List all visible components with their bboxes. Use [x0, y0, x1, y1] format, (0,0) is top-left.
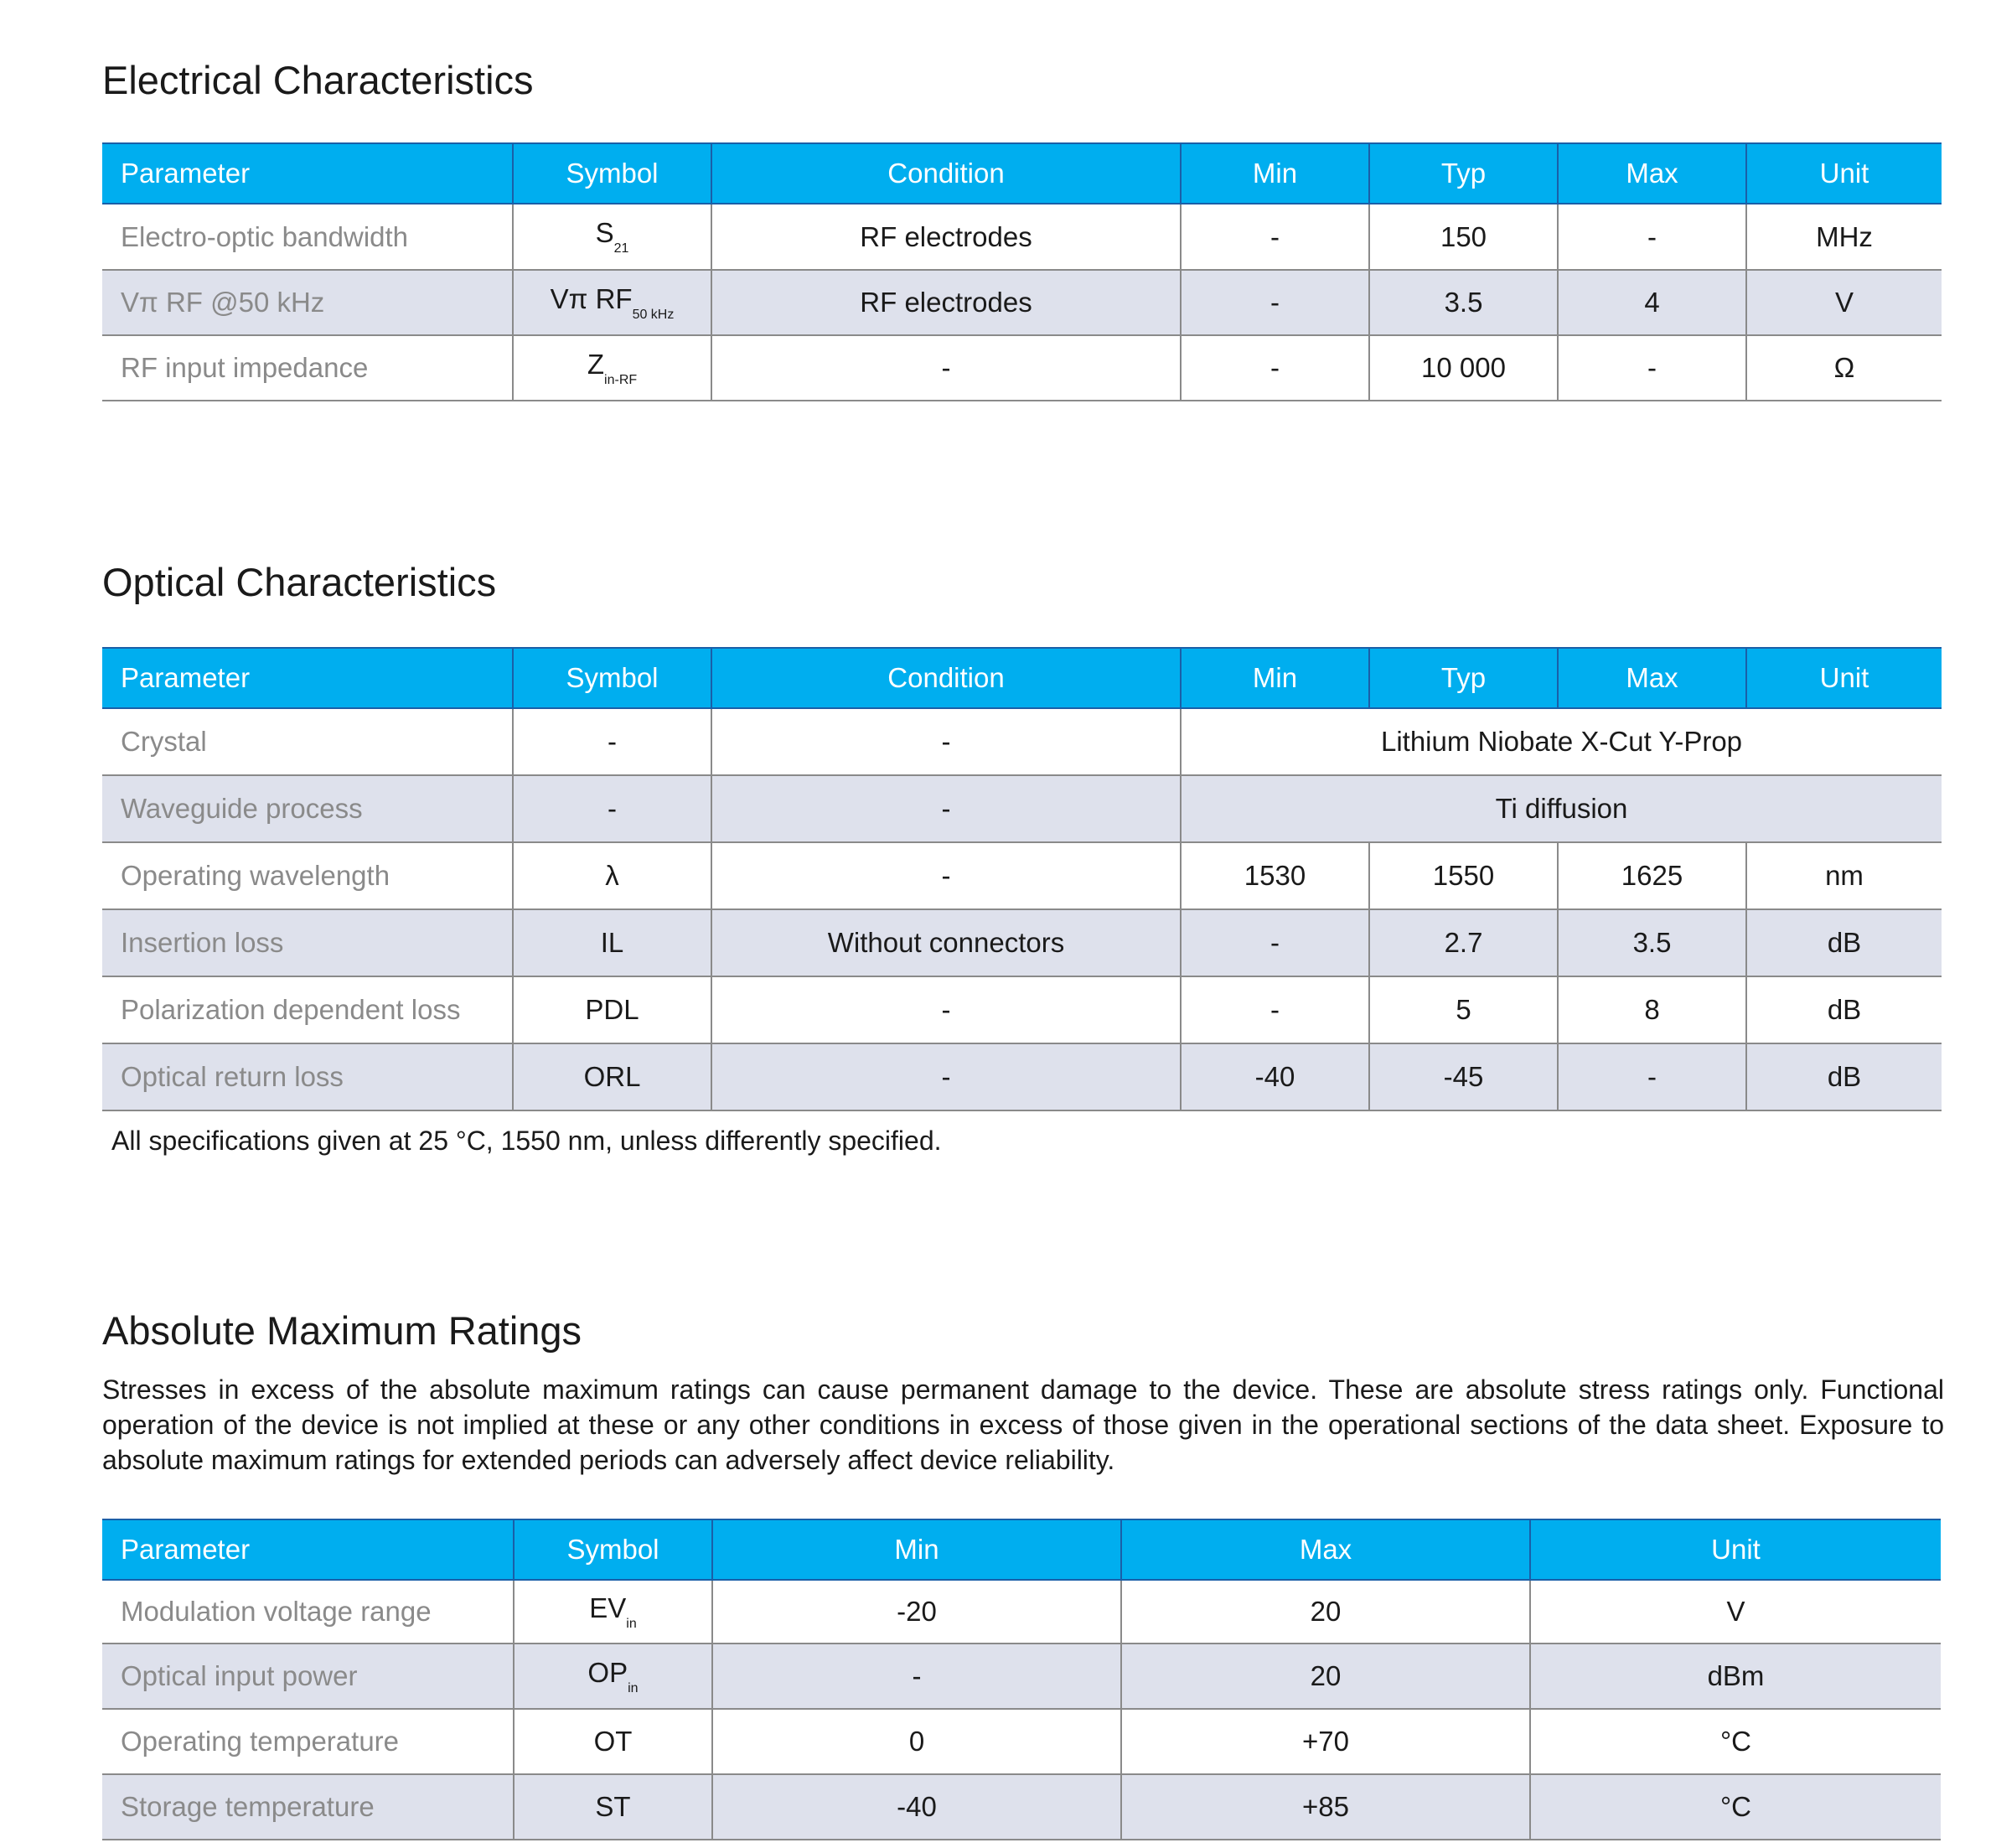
max-cell: 20 [1121, 1644, 1530, 1709]
param-cell: Electro-optic bandwidth [102, 204, 513, 270]
table-row [102, 270, 1942, 335]
condition-cell: - [711, 1043, 1181, 1110]
condition-cell: - [711, 708, 1181, 775]
table-row [102, 1774, 1941, 1840]
param-cell: Operating wavelength [102, 842, 513, 909]
header-typ: Typ [1369, 143, 1558, 204]
symbol-cell: $EV_{in}$ [514, 1580, 712, 1644]
header-max: Max [1558, 648, 1746, 708]
unit-cell: °C [1530, 1709, 1941, 1774]
header-min: Min [712, 1519, 1121, 1580]
min-cell: - [1181, 270, 1369, 335]
param-cell: Vπ RF @50 kHz [102, 270, 513, 335]
max-cell: 4 [1558, 270, 1746, 335]
symbol-cell: PDL [513, 976, 711, 1043]
min-cell: -40 [712, 1774, 1121, 1840]
max-cell: - [1558, 204, 1746, 270]
symbol-cell: IL [513, 909, 711, 976]
condition-cell: RF electrodes [711, 204, 1181, 270]
header-symbol: Symbol [513, 143, 711, 204]
header-max: Max [1558, 143, 1746, 204]
typ-cell: 5 [1369, 976, 1558, 1043]
merged-value-cell: Ti diffusion [1181, 775, 1942, 842]
min-cell: - [712, 1644, 1121, 1709]
max-cell: +70 [1121, 1709, 1530, 1774]
symbol-cell: $S_{21}$ [513, 204, 711, 270]
param-cell: Polarization dependent loss [102, 976, 513, 1043]
unit-cell: °C [1530, 1774, 1941, 1840]
param-cell: Optical return loss [102, 1043, 513, 1110]
symbol-cell: - [513, 775, 711, 842]
min-cell: -20 [712, 1580, 1121, 1644]
condition-cell: - [711, 976, 1181, 1043]
header-unit: Unit [1530, 1519, 1941, 1580]
condition-cell: RF electrodes [711, 270, 1181, 335]
header-condition: Condition [711, 143, 1181, 204]
table-row [102, 1043, 1942, 1110]
typ-cell: 3.5 [1369, 270, 1558, 335]
min-cell: - [1181, 909, 1369, 976]
table-header-row [102, 143, 1942, 204]
unit-cell: dBm [1530, 1644, 1941, 1709]
header-max: Max [1121, 1519, 1530, 1580]
header-min: Min [1181, 648, 1369, 708]
symbol-cell: Vπ $RF_{50 kHz}$ [513, 270, 711, 335]
unit-cell: V [1746, 270, 1942, 335]
unit-cell: dB [1746, 909, 1942, 976]
condition-cell: - [711, 842, 1181, 909]
typ-cell: -45 [1369, 1043, 1558, 1110]
symbol-cell: λ [513, 842, 711, 909]
table-row [102, 708, 1942, 775]
unit-cell: dB [1746, 1043, 1942, 1110]
min-cell: - [1181, 335, 1369, 401]
electrical-table [102, 142, 1942, 401]
unit-cell: nm [1746, 842, 1942, 909]
typ-cell: 1550 [1369, 842, 1558, 909]
header-typ: Typ [1369, 648, 1558, 708]
table-header-row [102, 648, 1942, 708]
param-cell: Operating temperature [102, 1709, 514, 1774]
param-cell: Crystal [102, 708, 513, 775]
table-row [102, 976, 1942, 1043]
max-cell: 1625 [1558, 842, 1746, 909]
table-header-row [102, 1519, 1941, 1580]
symbol-cell: - [513, 708, 711, 775]
param-cell: Storage temperature [102, 1774, 514, 1840]
param-cell: Waveguide process [102, 775, 513, 842]
header-parameter: Parameter [102, 143, 513, 204]
table-row [102, 335, 1942, 401]
header-unit: Unit [1746, 143, 1942, 204]
table-row [102, 842, 1942, 909]
unit-cell: MHz [1746, 204, 1942, 270]
unit-cell: Ω [1746, 335, 1942, 401]
header-unit: Unit [1746, 648, 1942, 708]
condition-cell: - [711, 775, 1181, 842]
param-cell: Insertion loss [102, 909, 513, 976]
min-cell: - [1181, 976, 1369, 1043]
header-parameter: Parameter [102, 648, 513, 708]
unit-cell: V [1530, 1580, 1941, 1644]
header-condition: Condition [711, 648, 1181, 708]
param-cell: Modulation voltage range [102, 1580, 514, 1644]
table-row [102, 1644, 1941, 1709]
absolute-table [102, 1519, 1941, 1840]
specification-note: All specifications given at 25 °C, 1550 nm, unless differently specified. [111, 1126, 942, 1156]
min-cell: 1530 [1181, 842, 1369, 909]
condition-cell: - [711, 335, 1181, 401]
symbol-cell: $OP_{in}$ [514, 1644, 712, 1709]
min-cell: 0 [712, 1709, 1121, 1774]
table-row [102, 1580, 1941, 1644]
min-cell: -40 [1181, 1043, 1369, 1110]
max-cell: - [1558, 335, 1746, 401]
table-row [102, 204, 1942, 270]
absolute-description: Stresses in excess of the absolute maximum ratings can cause permanent damage to the device. These are absolute stress ratings only. Functional operation of the device is not implied at these or any other conditions in excess of those given in the operational sections of the data sheet. Exposure to absolute maximum ratings for extended periods can adversely affect device reliability. [102, 1374, 1944, 1475]
absolute-title: Absolute Maximum Ratings [102, 1308, 582, 1353]
header-min: Min [1181, 143, 1369, 204]
typ-cell: 10 000 [1369, 335, 1558, 401]
typ-cell: 150 [1369, 204, 1558, 270]
header-symbol: Symbol [514, 1519, 712, 1580]
table-row [102, 775, 1942, 842]
condition-cell: Without connectors [711, 909, 1181, 976]
merged-value-cell: Lithium Niobate X-Cut Y-Prop [1181, 708, 1942, 775]
table-row [102, 1709, 1941, 1774]
max-cell: 8 [1558, 976, 1746, 1043]
typ-cell: 2.7 [1369, 909, 1558, 976]
param-cell: RF input impedance [102, 335, 513, 401]
max-cell: - [1558, 1043, 1746, 1110]
max-cell: 20 [1121, 1580, 1530, 1644]
electrical-title: Electrical Characteristics [102, 58, 534, 102]
optical-title: Optical Characteristics [102, 560, 497, 604]
header-parameter: Parameter [102, 1519, 514, 1580]
symbol-cell: $Z_{in-RF}$ [513, 335, 711, 401]
unit-cell: dB [1746, 976, 1942, 1043]
min-cell: - [1181, 204, 1369, 270]
symbol-cell: ST [514, 1774, 712, 1840]
max-cell: +85 [1121, 1774, 1530, 1840]
optical-table [102, 647, 1942, 1111]
symbol-cell: OT [514, 1709, 712, 1774]
param-cell: Optical input power [102, 1644, 514, 1709]
table-row [102, 909, 1942, 976]
header-symbol: Symbol [513, 648, 711, 708]
max-cell: 3.5 [1558, 909, 1746, 976]
symbol-cell: ORL [513, 1043, 711, 1110]
